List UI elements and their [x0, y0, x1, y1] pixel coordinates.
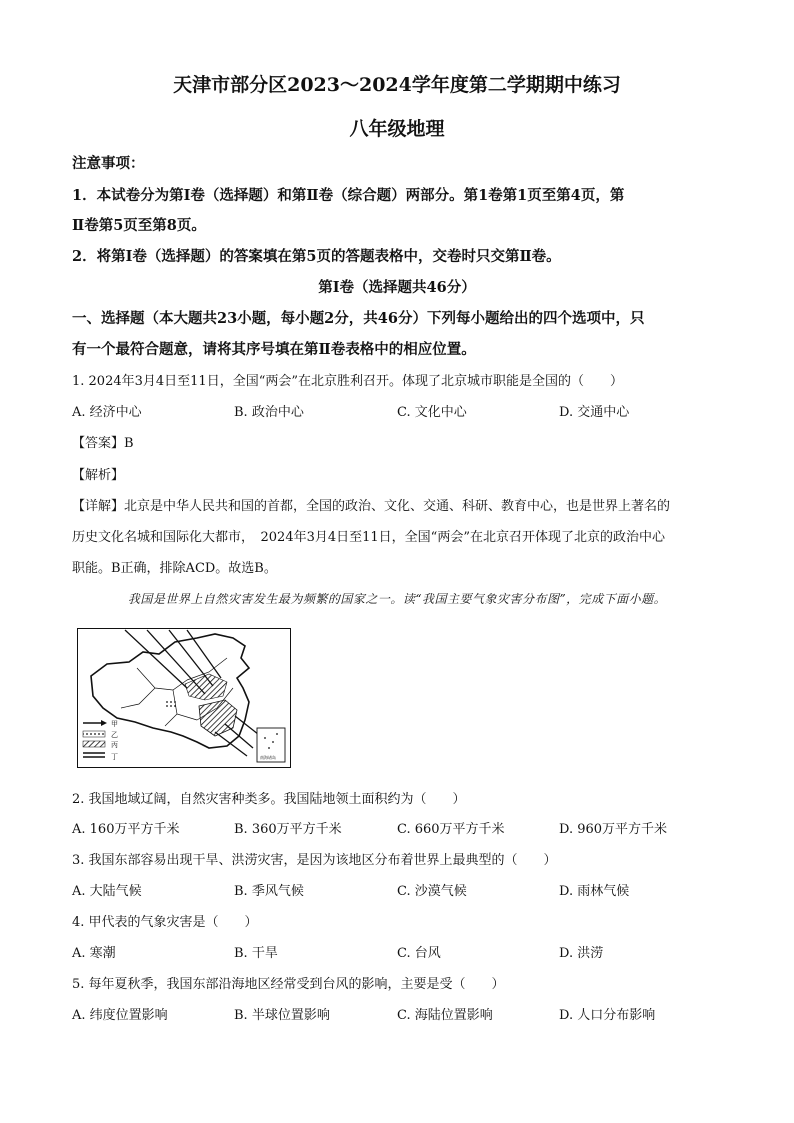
notice-item-2: 2．将第Ⅰ卷（选择题）的答案填在第5页的答题表格中，交卷时只交第Ⅱ卷。 — [72, 248, 561, 265]
legend-label-ding: 丁 — [111, 753, 118, 761]
question-1-option-c[interactable]: C. 文化中心 — [397, 405, 467, 420]
exam-title: 天津市部分区2023～2024学年度第二学期期中练习 — [173, 74, 621, 96]
question-2-option-b[interactable]: B. 360万平方千米 — [234, 822, 342, 837]
question-3-option-d[interactable]: D. 雨林气候 — [559, 884, 630, 899]
question-2-option-d[interactable]: D. 960万平方千米 — [559, 822, 668, 837]
question-4-option-c[interactable]: C. 台风 — [397, 946, 441, 961]
question-1-detail-line-3: 职能。B正确，排除ACD。故选B。 — [72, 561, 277, 576]
question-3-options — [72, 880, 722, 898]
section-title: 第Ⅰ卷（选择题共46分） — [318, 279, 476, 296]
question-1-detail-line-2: 历史文化名城和国际化大都市， 2024年3月4日至11日，全国“两会”在北京召开体现了北京的政治中心 — [72, 530, 665, 545]
legend-label-yi: 乙 — [111, 731, 118, 739]
question-1-stem: 1. 2024年3月4日至11日，全国“两会”在北京胜利召开。体现了北京城市职能是全国的（ ） — [72, 374, 623, 389]
china-weather-disaster-map — [77, 628, 291, 768]
inset-label: 南海诸岛 — [260, 755, 276, 760]
question-3-stem: 3. 我国东部容易出现干旱、洪涝灾害，是因为该地区分布着世界上最典型的（ ） — [72, 853, 557, 868]
question-4-option-a[interactable]: A. 寒潮 — [72, 946, 116, 961]
question-2-stem: 2. 我国地域辽阔，自然灾害种类多。我国陆地领土面积约为（ ） — [72, 792, 466, 807]
question-3-option-a[interactable]: A. 大陆气候 — [72, 884, 142, 899]
question-1-answer: 【答案】B — [72, 436, 134, 451]
notice-heading: 注意事项： — [72, 155, 145, 172]
question-5-options — [72, 1004, 722, 1022]
legend-label-bing: 丙 — [111, 741, 118, 749]
question-1-analysis-label: 【解析】 — [72, 468, 125, 483]
question-5-stem: 5. 每年夏秋季，我国东部沿海地区经常受到台风的影响，主要是受（ ） — [72, 977, 505, 992]
section-instruction-line-1: 一、选择题（本大题共23小题，每小题2分，共46分）下列每小题给出的四个选项中，只 — [72, 310, 645, 327]
question-5-option-d[interactable]: D. 人口分布影响 — [559, 1008, 656, 1023]
question-3-option-c[interactable]: C. 沙漠气候 — [397, 884, 467, 899]
question-5-option-a[interactable]: A. 纬度位置影响 — [72, 1008, 168, 1023]
question-1-detail-line-1: 【详解】北京是中华人民共和国的首都，全国的政治、文化、交通、科研、教育中心，也是世界上著名的 — [72, 499, 671, 514]
question-4-option-b[interactable]: B. 干旱 — [234, 946, 278, 961]
question-2-option-a[interactable]: A. 160万平方千米 — [72, 822, 180, 837]
question-1-option-d[interactable]: D. 交通中心 — [559, 405, 630, 420]
question-1-option-a[interactable]: A. 经济中心 — [72, 405, 142, 420]
question-2-option-c[interactable]: C. 660万平方千米 — [397, 822, 505, 837]
question-4-option-d[interactable]: D. 洪涝 — [559, 946, 604, 961]
question-4-options — [72, 942, 722, 960]
question-1-options — [72, 401, 722, 419]
question-5-option-b[interactable]: B. 半球位置影响 — [234, 1008, 330, 1023]
section-instruction-line-2: 有一个最符合题意，请将其序号填在第Ⅱ卷表格中的相应位置。 — [72, 341, 476, 358]
question-2-options — [72, 818, 722, 836]
dust-region — [165, 700, 177, 708]
question-group-intro: 我国是世界上自然灾害发生最为频繁的国家之一。读“我国主要气象灾害分布图”，完成下面小题。 — [127, 592, 667, 606]
south-china-sea-inset — [257, 728, 285, 762]
notice-item-1-line-1: 1．本试卷分为第Ⅰ卷（选择题）和第Ⅱ卷（综合题）两部分。第1卷第1页至第4页，第 — [72, 187, 625, 204]
legend-label-jia: 甲 — [111, 720, 118, 728]
question-4-stem: 4. 甲代表的气象灾害是（ ） — [72, 915, 258, 930]
notice-item-1-line-2: Ⅱ卷第5页至第8页。 — [72, 217, 206, 234]
question-1-option-b[interactable]: B. 政治中心 — [234, 405, 304, 420]
question-3-option-b[interactable]: B. 季风气候 — [234, 884, 304, 899]
exam-subtitle: 八年级地理 — [349, 118, 445, 140]
question-5-option-c[interactable]: C. 海陆位置影响 — [397, 1008, 493, 1023]
